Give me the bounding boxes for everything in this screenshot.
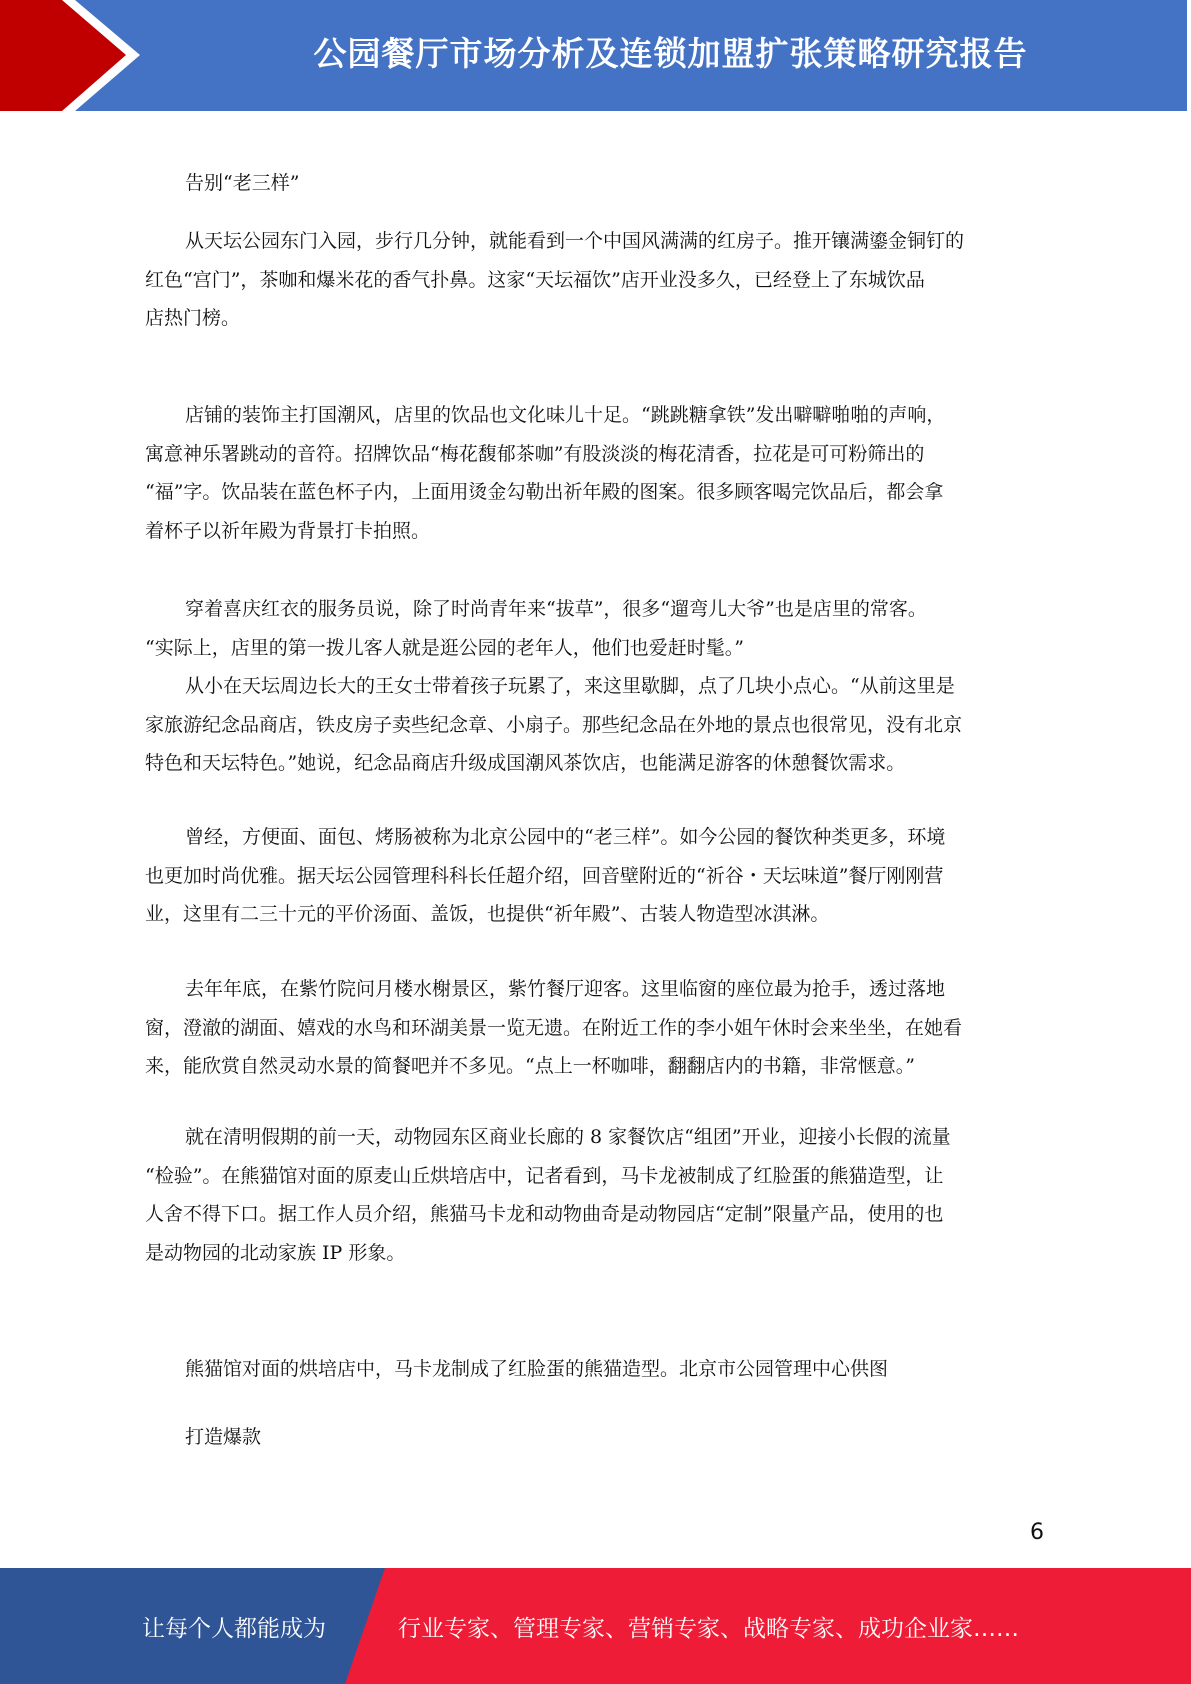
footer-slogan-right: 行业专家、管理专家、营销专家、战略专家、成功企业家…… xyxy=(398,1616,1019,1642)
text-line: 是动物园的北动家族 IP 形象。 xyxy=(145,1241,406,1264)
text-line: 业，这里有二三十元的平价汤面、盖饭，也提供“祈年殿”、古装人物造型冰淇淋。 xyxy=(145,903,830,925)
paragraph xyxy=(145,164,1050,203)
paragraph xyxy=(145,396,1050,550)
text-line: “福”字。饮品装在蓝色杯子内，上面用烫金勾勒出祈年殿的图案。很多顾客喝完饮品后，都会拿 xyxy=(145,481,944,503)
text-line: 人舍不得下口。据工作人员介绍，熊猫马卡龙和动物曲奇是动物园店“定制”限量产品，使用的也 xyxy=(145,1203,944,1225)
text-line: 窗，澄澈的湖面、嬉戏的水鸟和环湖美景一览无遗。在附近工作的李小姐午休时会来坐坐，在她看 xyxy=(145,1016,963,1039)
text-line: 着杯子以祈年殿为背景打卡拍照。 xyxy=(145,519,431,542)
text-line: 穿着喜庆红衣的服务员说，除了时尚青年来“拔草”，很多“遛弯儿大爷”也是店里的常客。 xyxy=(185,598,927,620)
text-line: 也更加时尚优雅。据天坛公园管理科科长任超介绍，回音壁附近的“祈谷・天坛味道”餐厅刚刚营 xyxy=(145,864,944,887)
text-line: 从天坛公园东门入园，步行几分钟，就能看到一个中国风满满的红房子。推开镶满鎏金铜钉的 xyxy=(185,230,965,252)
paragraph xyxy=(145,970,1050,1086)
text-line: “实际上，店里的第一拨儿客人就是逛公园的老年人，他们也爱赶时髦。” xyxy=(145,636,744,659)
text-line: 店热门榜。 xyxy=(145,307,241,329)
text-line: 来，能欣赏自然灵动水景的简餐吧并不多见。“点上一杯咖啡，翻翻店内的书籍，非常惬意。” xyxy=(145,1055,915,1077)
paragraph xyxy=(145,818,1050,934)
text-line: 红色“宫门”，茶咖和爆米花的香气扑鼻。这家“天坛福饮”店开业没多久，已经登上了东城饮品 xyxy=(145,268,925,291)
paragraph xyxy=(145,590,1050,667)
text-line: 告别“老三样” xyxy=(185,172,300,194)
text-line: 打造爆款 xyxy=(185,1426,262,1448)
text-line: 熊猫馆对面的烘培店中，马卡龙制成了红脸蛋的熊猫造型。北京市公园管理中心供图 xyxy=(185,1358,889,1380)
text-line: 从小在天坛周边长大的王女士带着孩子玩累了，来这里歇脚，点了几块小点心。“从前这里是 xyxy=(185,675,955,697)
section-heading xyxy=(145,1418,1050,1457)
paragraph xyxy=(145,1118,1050,1272)
text-line: 就在清明假期的前一天，动物园东区商业长廊的 8 家餐饮店“组团”开业，迎接小长假的流量 xyxy=(185,1126,951,1148)
text-line: 特色和天坛特色。”她说，纪念品商店升级成国潮风茶饮店，也能满足游客的休憩餐饮需求。 xyxy=(145,752,906,774)
text-line: 曾经，方便面、面包、烤肠被称为北京公园中的“老三样”。如今公园的餐饮种类更多，环境 xyxy=(185,826,946,848)
footer-slogan-left: 让每个人都能成为 xyxy=(142,1616,326,1642)
page-header xyxy=(0,0,1191,111)
page-number: 6 xyxy=(1030,1520,1044,1545)
paragraph xyxy=(145,667,1050,783)
paragraph xyxy=(145,222,1050,338)
text-line: 去年年底，在紫竹院问月楼水榭景区，紫竹餐厅迎客。这里临窗的座位最为抢手，透过落地 xyxy=(185,978,946,1000)
header-title: 公园餐厅市场分析及连锁加盟扩张策略研究报告 xyxy=(313,34,1028,73)
text-line: 寓意神乐署跳动的音符。招牌饮品“梅花馥郁茶咖”有股淡淡的梅花清香，拉花是可可粉筛出的 xyxy=(145,442,925,465)
text-line: “检验”。在熊猫馆对面的原麦山丘烘培店中，记者看到，马卡龙被制成了红脸蛋的熊猫造型，让 xyxy=(145,1164,944,1187)
image-caption xyxy=(145,1350,1050,1389)
text-line: 家旅游纪念品商店，铁皮房子卖些纪念章、小扇子。那些纪念品在外地的景点也很常见，没有北京 xyxy=(145,713,963,736)
text-line: 店铺的装饰主打国潮风，店里的饮品也文化味儿十足。“跳跳糖拿铁”发出噼噼啪啪的声响， xyxy=(185,404,946,426)
page-footer xyxy=(0,1568,1191,1684)
